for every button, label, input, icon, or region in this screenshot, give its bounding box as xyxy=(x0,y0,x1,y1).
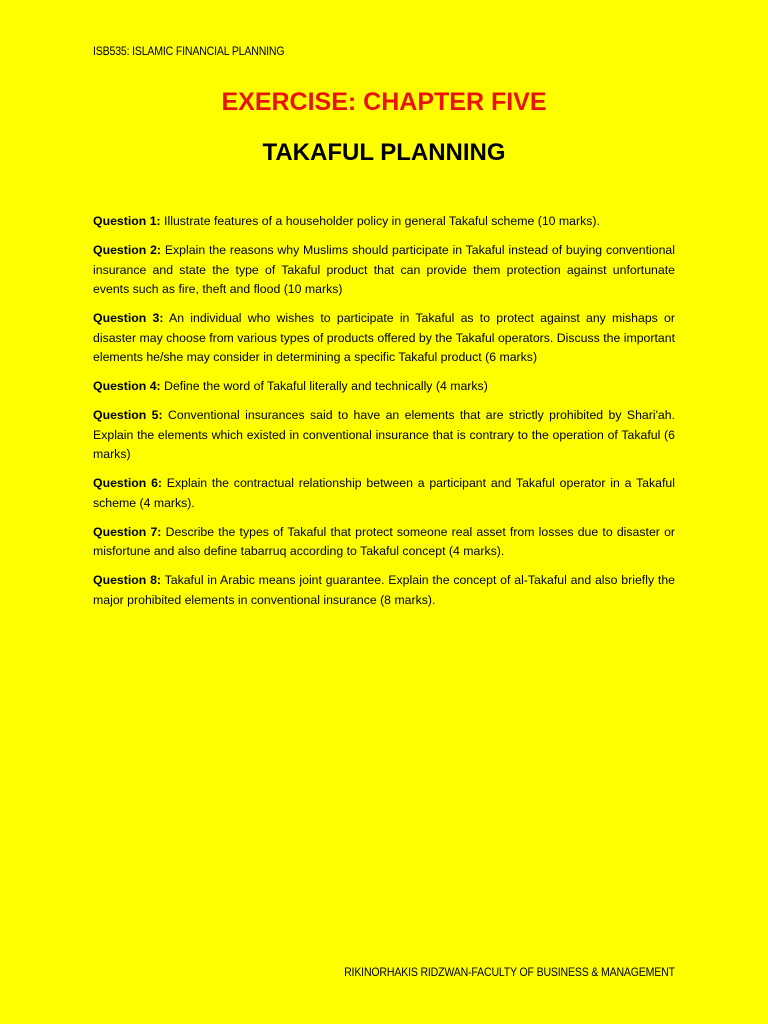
question-text: Conventional insurances said to have an elements that are strictly prohibited by Shari'ah. Explain the elements which existed in conventional insurance that is contrary to the operation of Takaful (6 marks) xyxy=(93,408,676,461)
topic-title: TAKAFUL PLANNING xyxy=(262,139,506,166)
question-text: An individual who wishes to participate in Takaful as to protect against any mishaps or disaster may choose from various types of products offered by the Takaful operators. Discuss the important elements he/she may consider in determining a specific Takaful product (6 marks) xyxy=(93,311,675,364)
question-label: Question 1: xyxy=(93,214,161,228)
question-3 xyxy=(93,309,675,368)
question-label: Question 4: xyxy=(93,379,161,393)
question-list xyxy=(93,212,675,620)
page-footer: RIKINORHAKIS RIDZWAN-FACULTY OF BUSINESS & MANAGEMENT xyxy=(344,965,675,979)
question-label: Question 6: xyxy=(93,476,163,490)
question-label: Question 2: xyxy=(93,243,162,257)
page-header: ISB535: ISLAMIC FINANCIAL PLANNING xyxy=(93,44,285,58)
exercise-title: EXERCISE: CHAPTER FIVE xyxy=(221,88,547,116)
question-1 xyxy=(93,212,675,232)
question-text: Explain the contractual relationship between a participant and Takaful operator in a Takaful scheme (4 marks). xyxy=(93,476,676,510)
question-label: Question 8: xyxy=(93,573,162,587)
question-7 xyxy=(93,523,675,562)
question-8 xyxy=(93,571,675,610)
question-text: Define the word of Takaful literally and technically (4 marks) xyxy=(160,379,488,393)
question-5 xyxy=(93,406,675,465)
question-label: Question 7: xyxy=(93,524,162,539)
question-label: Question 5: xyxy=(93,408,163,422)
question-text: Describe the types of Takaful that protect someone real asset from losses due to disaster or misfortune and also define tabarruq according to Takaful concept (4 marks). xyxy=(93,524,676,558)
question-text: Takaful in Arabic means joint guarantee. Explain the concept of al-Takaful and also briefly the major prohibited elements in conventional insurance (8 marks). xyxy=(93,573,675,607)
question-text: Illustrate features of a householder policy in general Takaful scheme (10 marks). xyxy=(160,214,600,228)
question-4 xyxy=(93,377,675,397)
question-2 xyxy=(93,241,675,300)
question-6 xyxy=(93,474,675,513)
question-text: Explain the reasons why Muslims should participate in Takaful instead of buying conventional insurance and state the type of Takaful product that can provide them protection against unfortunate events such as fire, theft and flood (10 marks) xyxy=(93,243,675,296)
question-label: Question 3: xyxy=(93,311,164,325)
